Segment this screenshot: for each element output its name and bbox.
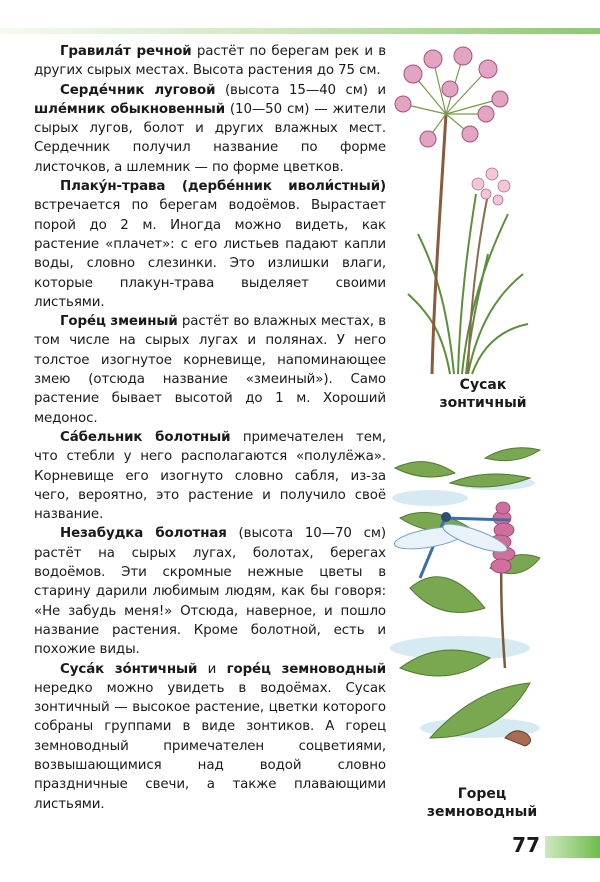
term-bold: Гравила́т речной	[60, 44, 192, 59]
paragraph-text: (высота 15—40 см) и	[215, 82, 386, 98]
flowering-rush-illustration	[388, 44, 538, 384]
term-bold: Суса́к зо́нтичный	[60, 661, 198, 677]
paragraph	[34, 42, 386, 81]
paragraph-text: встречается по берегам водоёмов. Вырастает порой до 2 м. Иногда можно видеть, как растение «плачет»: с его листьев падают капли воды, словно слезинки. Это излишки влаги, которые плакун-трава выделяет своими листьями.	[34, 198, 386, 310]
term-bold: шле́мник обыкновенный	[34, 101, 225, 117]
bottom-decorative-bar	[545, 836, 600, 858]
paragraph-text: нередко можно увидеть в водоёмах. Сусак зонтичный — высокое растение, цветки которого собраны группами в виде зонтиков. А горец земноводный примечателен соцветиями, возвышающимися над водой словно праздничные свечи, а также плавающими листьями.	[34, 680, 386, 812]
term-bold: горе́ц земноводный	[226, 661, 387, 677]
paragraph-text: и	[197, 661, 227, 677]
paragraph-text: (высота 10—70 см) растёт на сырых лугах, болотах, берегах водоёмов. Эти скромные нежные цветы в старину дарили любимым людям, как бы говоря: «Не забудь меня!» Отсюда, наверное, и пошло название растения. Кроме болотной, есть и похожие виды.	[34, 526, 386, 658]
term-bold: Плаку́н-трава (дербе́нник иволи́стный)	[60, 179, 386, 195]
term-bold: Са́бельник болотный	[60, 429, 231, 445]
flower-blossoms	[395, 47, 508, 147]
water-smartweed-illustration	[390, 438, 545, 768]
caption-line: Горец	[457, 786, 507, 802]
small-umbel	[472, 168, 510, 205]
paragraph	[34, 428, 386, 524]
paragraph-text: (10—50 см) — жители сырых лугов, болот и других влажных мест. Сердечник получил название по форме листочков, а шлемник — по форме цветков.	[34, 101, 386, 175]
top-decorative-rule	[0, 28, 600, 34]
term-bold: Серде́чник луговой	[60, 82, 216, 98]
paragraph-text: растёт по берегам рек и в других сырых местах. Высота растения до 75 см.	[34, 44, 386, 79]
paragraph-text: примечателен тем, что стебли у него располагаются «полулёжа». Корневище его изогнуто словно сабля, из-за чего, вероятно, это растение и получило своё название.	[34, 429, 386, 523]
caption-line: земноводный	[426, 804, 538, 820]
term-bold: Горе́ц змеиный	[60, 314, 178, 330]
page-number: 77	[512, 833, 540, 857]
grass-leaves	[408, 194, 528, 374]
paragraph	[34, 524, 386, 659]
paragraph-text: растёт во влажных местах, в том числе на сырых лугах и полянах. У него толстое изогнутое корневище, напоминающее змею (отсюда название «змеиный»). Само растение бывает высотой до 1 м. Хороший медонос.	[34, 314, 387, 426]
paragraph	[34, 660, 386, 814]
body-text-column	[34, 42, 386, 814]
caption-line: зонтичный	[439, 395, 527, 411]
water-smartweed-caption	[412, 785, 552, 821]
paragraph	[34, 81, 386, 177]
paragraph	[34, 177, 386, 312]
caption-line: Сусак	[459, 377, 507, 393]
term-bold: Незабудка болотная	[60, 526, 227, 542]
paragraph	[34, 312, 386, 428]
flowering-rush-caption	[413, 376, 553, 412]
